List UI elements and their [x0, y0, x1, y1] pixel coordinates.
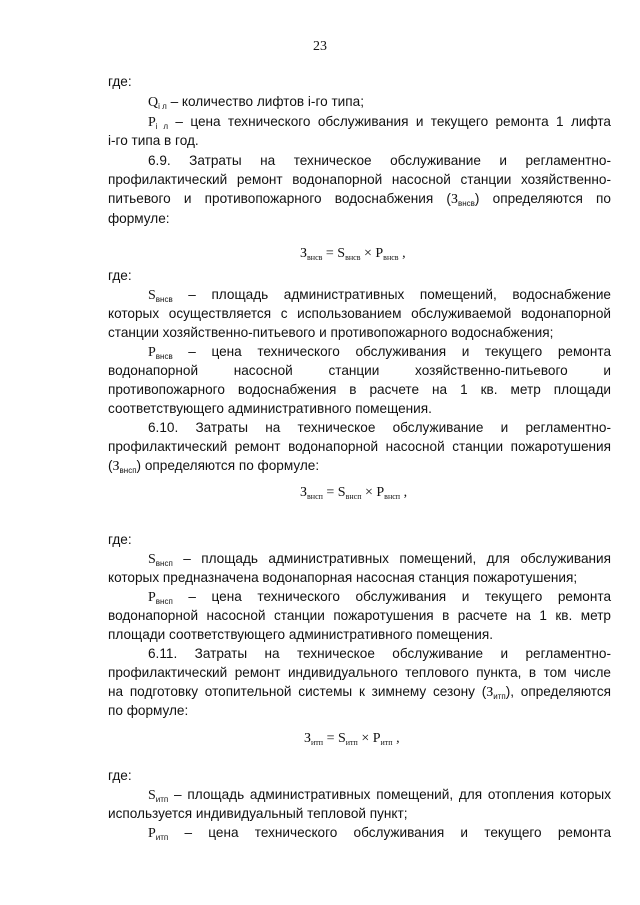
text-run: по формуле: [108, 703, 189, 718]
text-line [108, 190, 611, 209]
text-run: ) определяются по [474, 191, 611, 206]
text-run: – цена технического обслуживания и текущего ремонта [172, 589, 611, 604]
text-run: – площадь административных помещений, водоснабжение [172, 287, 611, 302]
text-line [148, 588, 611, 607]
text-line [108, 607, 611, 625]
subscript: итп [345, 738, 358, 747]
subscript: i л [155, 122, 169, 131]
subscript: внсв [383, 253, 399, 262]
text-run: × P [360, 246, 384, 261]
text-line [148, 786, 611, 805]
text-run: противопожарного водоснабжения в расчете на 1 кв. метр площади [108, 382, 611, 397]
symbol: З [112, 459, 120, 474]
text-run: где: [108, 532, 132, 547]
text-run: профилактический ремонт водонапорной насосной станции хозяйственно- [108, 172, 611, 187]
symbol: З [486, 685, 494, 700]
text-run: – площадь административных помещений, для обслуживания [172, 551, 611, 566]
text-line [148, 419, 611, 437]
text-line [108, 73, 611, 91]
text-line [108, 531, 611, 549]
text-run: – цена технического обслуживания и текущего ремонта 1 лифта [168, 114, 611, 129]
subscript: итп [311, 738, 324, 747]
formula [300, 245, 406, 263]
symbol: S [148, 288, 156, 303]
subscript: внсв [155, 295, 173, 304]
text-run: станции хозяйственно-питьевого и противопожарного водоснабжения; [108, 325, 554, 340]
text-run: которых предназначена водонапорная насосная станция пожаротушения; [108, 570, 578, 585]
subscript: внсп [155, 559, 173, 568]
text-line [108, 569, 611, 587]
text-run: З [300, 246, 308, 261]
text-line [148, 550, 611, 569]
subscript: внсв [457, 199, 475, 208]
text-run: которых осуществляется с использованием обслуживаемой водонапорной [108, 306, 611, 321]
text-run: площади соответствующего административного помещения. [108, 627, 493, 642]
text-line [108, 400, 611, 418]
text-run: , [392, 731, 400, 746]
text-line [108, 683, 611, 702]
text-run: соответствующего административного помещения. [108, 401, 432, 416]
text-run: , [398, 246, 406, 261]
subscript: внсп [307, 492, 323, 501]
text-run: ) определяются по формуле: [136, 458, 320, 473]
text-line [108, 171, 611, 189]
subscript: внсп [345, 492, 362, 501]
text-run: – площадь административных помещений, для отопления которых [168, 787, 611, 802]
subscript: итп [155, 833, 169, 842]
subscript: внсп [384, 492, 401, 501]
text-line [108, 767, 611, 785]
text-line [148, 93, 611, 112]
text-run: 6.10. Затраты на техническое обслуживание и регламентно- [148, 420, 611, 435]
formula [300, 484, 407, 502]
text-run: 6.9. Затраты на техническое обслуживание и регламентно- [148, 153, 611, 168]
text-run: 6.11. Затраты на техническое обслуживание и регламентно- [148, 646, 611, 661]
text-line [148, 645, 611, 663]
text-line [108, 132, 611, 150]
text-run: , [400, 485, 408, 500]
text-run: где: [108, 74, 132, 89]
text-run: З [300, 485, 308, 500]
subscript: внсв [345, 253, 361, 262]
text-run: водонапорной насосной станции пожаротушения в расчете на 1 кв. метр [108, 608, 611, 623]
text-run: используется индивидуальный тепловой пункт; [108, 806, 408, 821]
symbol: P [148, 826, 156, 841]
text-line [108, 381, 611, 399]
symbol: P [148, 345, 156, 360]
symbol: P [148, 115, 156, 130]
text-run: ( [108, 458, 113, 473]
text-line [148, 286, 611, 305]
symbol: Q [148, 95, 159, 110]
subscript: внсп [155, 597, 173, 606]
subscript: внсв [155, 352, 173, 361]
text-run: = S [322, 485, 346, 500]
page-number: 23 [313, 39, 327, 54]
text-run: профилактический ремонт индивидуального теплового пункта, в том числе [108, 665, 611, 680]
text-line [108, 457, 611, 476]
text-line [108, 664, 611, 682]
text-run: – количество лифтов i-го типа; [166, 94, 364, 109]
subscript: i л [158, 102, 167, 111]
text-run: = S [322, 246, 346, 261]
text-run: на подготовку отопительной системы к зимнему сезону ( [108, 684, 487, 699]
text-line [108, 362, 611, 380]
text-run: где: [108, 768, 132, 783]
text-run: профилактический ремонт водонапорной насосной станции пожаротушения [108, 439, 611, 454]
text-line [108, 305, 611, 323]
formula [304, 730, 400, 748]
text-run: i-го типа в год. [108, 133, 199, 148]
text-run: водонапорной насосной станции хозяйственно-питьевого и [108, 363, 611, 378]
text-line [148, 343, 611, 362]
text-run: где: [108, 268, 132, 283]
text-run: × P [357, 731, 381, 746]
symbol: З [450, 192, 458, 207]
subscript: внсв [307, 253, 323, 262]
text-line [108, 805, 611, 823]
subscript: внсп [119, 466, 137, 475]
text-line [108, 438, 611, 456]
subscript: итп [380, 738, 393, 747]
text-line [108, 702, 611, 720]
symbol: S [148, 788, 156, 803]
text-run: ), определяются [505, 684, 611, 699]
text-run: × P [361, 485, 385, 500]
text-line [108, 267, 611, 285]
text-run: З [304, 731, 312, 746]
text-run: – цена технического обслуживания и текущего ремонта [172, 344, 611, 359]
text-run: питьевого и противопожарного водоснабжения ( [108, 191, 451, 206]
symbol: P [148, 590, 156, 605]
subscript: итп [155, 795, 169, 804]
text-line [108, 324, 611, 342]
text-line [148, 824, 611, 843]
text-line [148, 152, 611, 170]
text-run: формуле: [108, 211, 170, 226]
text-line [108, 210, 611, 228]
text-run: – цена технического обслуживания и текущего ремонта [168, 825, 611, 840]
subscript: итп [493, 692, 506, 701]
symbol: S [148, 552, 156, 567]
text-line [148, 113, 611, 132]
text-line [108, 626, 611, 644]
text-run: = S [323, 731, 346, 746]
